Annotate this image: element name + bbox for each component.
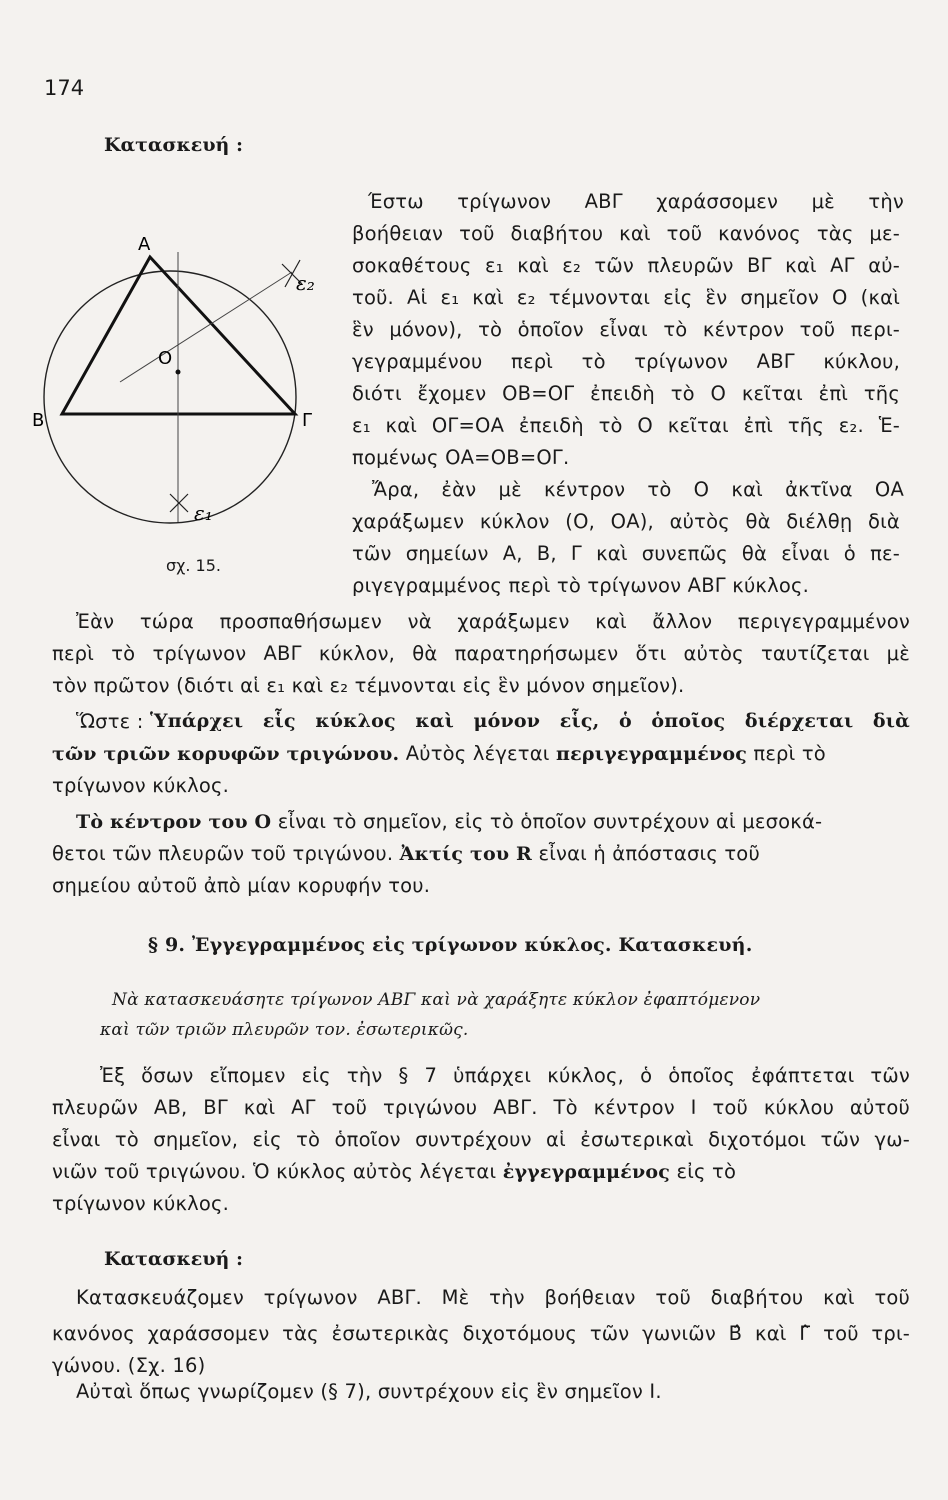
text-line: γεγραμμένου περὶ τὸ τρίγωνον ΑΒΓ κύκλου,: [352, 350, 900, 373]
center-line-1: [76, 810, 822, 833]
construction-heading-1: Κατασκευή :: [104, 134, 243, 156]
label-e1: ε₁: [194, 501, 213, 525]
text-line: πλευρῶν ΑΒ, ΒΓ καὶ ΑΓ τοῦ τριγώνου ΑΒΓ. Τὸ κέντρον Ι τοῦ κύκλου αὐτοῦ: [52, 1096, 910, 1119]
center-bold: Τὸ κέντρον του Ο: [76, 811, 272, 833]
text-span: εἶναι τὸ σημεῖον, εἰς τὸ ὁποῖον συντρέχουν αἱ μεσοκά-: [277, 810, 823, 833]
figure-caption: σχ. 15.: [166, 556, 221, 575]
text-line: σοκαθέτους ε₁ καὶ ε₂ τῶν πλευρῶν ΒΓ καὶ ΑΓ αὐ-: [352, 254, 900, 277]
text-line: περὶ τὸ τρίγωνον ΑΒΓ κύκλον, θὰ παρατηρήσωμεν ὅτι αὐτὸς ταυτίζεται μὲ: [52, 642, 910, 665]
text-line: τοῦ. Αἱ ε₁ καὶ ε₂ τέμνονται εἰς ἓν σημεῖον Ο (καὶ: [352, 286, 900, 309]
radius-bold: Ἀκτίς του R: [399, 843, 533, 865]
text-line: πομένως ΟΑ=ΟΒ=ΟΓ.: [352, 446, 570, 469]
text-span: νιῶν τοῦ τριγώνου. Ὁ κύκλος αὐτὸς λέγεται: [52, 1160, 497, 1183]
center-label-o: Ο: [158, 348, 173, 369]
so-prefix: Ὥστε :: [76, 710, 144, 733]
insc-line-4: [52, 1160, 736, 1183]
text-line: διότι ἔχομεν ΟΒ=ΟΓ ἐπειδὴ τὸ Ο κεῖται ἐπὶ τῆς: [352, 382, 900, 405]
text-span: θετοι τῶν πλευρῶν τοῦ τριγώνου.: [52, 842, 394, 865]
text-line: Ἄρα, ἐὰν μὲ κέντρον τὸ Ο καὶ ἀκτῖνα ΟΑ: [372, 478, 904, 501]
text-line: κανόνος χαράσσομεν τὰς ἐσωτερικὰς διχοτόμους τῶν γωνιῶν Β̂ καὶ Γ̂ τοῦ τρι-: [52, 1322, 910, 1345]
text-span: περὶ τὸ: [753, 742, 826, 765]
center-point-o: [176, 370, 181, 375]
text-line: σημείου αὐτοῦ ἀπὸ μίαν κορυφήν του.: [52, 874, 431, 897]
task-line-1: Νὰ κατασκευάσητε τρίγωνον ΑΒΓ καὶ νὰ χαράξητε κύκλον ἐφαπτόμενον: [112, 990, 761, 1010]
text-line: Ἐξ ὅσων εἴπομεν εἰς τὴν § 7 ὑπάρχει κύκλος, ὁ ὁποῖος ἐφάπτεται τῶν: [100, 1064, 910, 1087]
text-line: Αὐταὶ ὅπως γνωρίζομεν (§ 7), συντρέχουν εἰς ἓν σημεῖον Ι.: [76, 1380, 662, 1403]
theorem-bold: τῶν τριῶν κορυφῶν τριγώνου.: [52, 743, 400, 765]
text-line: χαράξωμεν κύκλον (Ο, ΟΑ), αὐτὸς θὰ διέλθῃ διὰ: [352, 510, 900, 533]
text-line: τρίγωνον κύκλος.: [52, 1192, 230, 1215]
text-line: βοήθειαν τοῦ διαβήτου καὶ τοῦ κανόνος τὰς με-: [352, 222, 900, 245]
text-span: εἶναι ἡ ἀπόστασις τοῦ: [538, 842, 760, 865]
text-line: τῶν σημείων Α, Β, Γ καὶ συνεπῶς θὰ εἶναι ὁ πε-: [352, 542, 900, 565]
text-line: εἶναι τὸ σημεῖον, εἰς τὸ ὁποῖον συντρέχουν αἱ ἐσωτερικαὶ διχοτόμοι τῶν γω-: [52, 1128, 910, 1151]
text-line: Κατασκευάζομεν τρίγωνον ΑΒΓ. Μὲ τὴν βοήθειαν τοῦ διαβήτου καὶ τοῦ: [76, 1286, 910, 1309]
task-line-2: καὶ τῶν τριῶν πλευρῶν τον. ἐσωτερικῶς.: [100, 1020, 469, 1040]
vertex-label-b: Β: [32, 410, 45, 431]
section-title: § 9. Ἐγγεγραμμένος εἰς τρίγωνον κύκλος. Κατασκευή.: [148, 934, 753, 956]
theorem-line-1: Ὑπάρχει εἷς κύκλος καὶ μόνον εἷς, ὁ ὁποῖος διέρχεται διὰ: [150, 710, 910, 732]
text-line: τρίγωνον κύκλος.: [52, 774, 230, 797]
text-line: τὸν πρῶτον (διότι αἱ ε₁ καὶ ε₂ τέμνονται εἰς ἓν μόνον σημεῖον).: [52, 674, 685, 697]
term-inscribed: ἐγγεγραμμένος: [502, 1161, 671, 1183]
text-line: ἓν μόνον), τὸ ὁποῖον εἶναι τὸ κέντρον τοῦ περι-: [352, 318, 900, 341]
circumcircle: [44, 271, 296, 523]
theorem-line-2: [52, 742, 826, 765]
text-span: Αὐτὸς λέγεται: [405, 742, 550, 765]
text-line: Έστω τρίγωνον ΑΒΓ χαράσσομεν μὲ τὴν: [368, 190, 904, 213]
text-span: εἰς τὸ: [676, 1160, 737, 1183]
label-e2: ε₂: [296, 271, 315, 295]
vertex-label-g: Γ: [302, 410, 313, 431]
text-line: ε₁ καὶ ΟΓ=ΟΑ ἐπειδὴ τὸ Ο κεῖται ἐπὶ τῆς ε₂. Ἑ-: [352, 414, 900, 437]
center-line-2: [52, 842, 760, 865]
page-number: 174: [44, 76, 85, 100]
term-circumscribed: περιγεγραμμένος: [556, 743, 747, 765]
bisector-e2: [120, 272, 292, 382]
vertex-label-a: Α: [138, 234, 151, 255]
text-line: γώνου. (Σχ. 16): [52, 1354, 206, 1377]
figure-circumscribed-circle: [30, 232, 330, 572]
text-line: Ἐὰν τώρα προσπαθήσωμεν νὰ χαράξωμεν καὶ ἄλλον περιγεγραμμένον: [76, 610, 910, 633]
text-line: ριγεγραμμένος περὶ τὸ τρίγωνον ΑΒΓ κύκλος.: [352, 574, 810, 597]
construction-heading-2: Κατασκευή :: [104, 1248, 243, 1270]
